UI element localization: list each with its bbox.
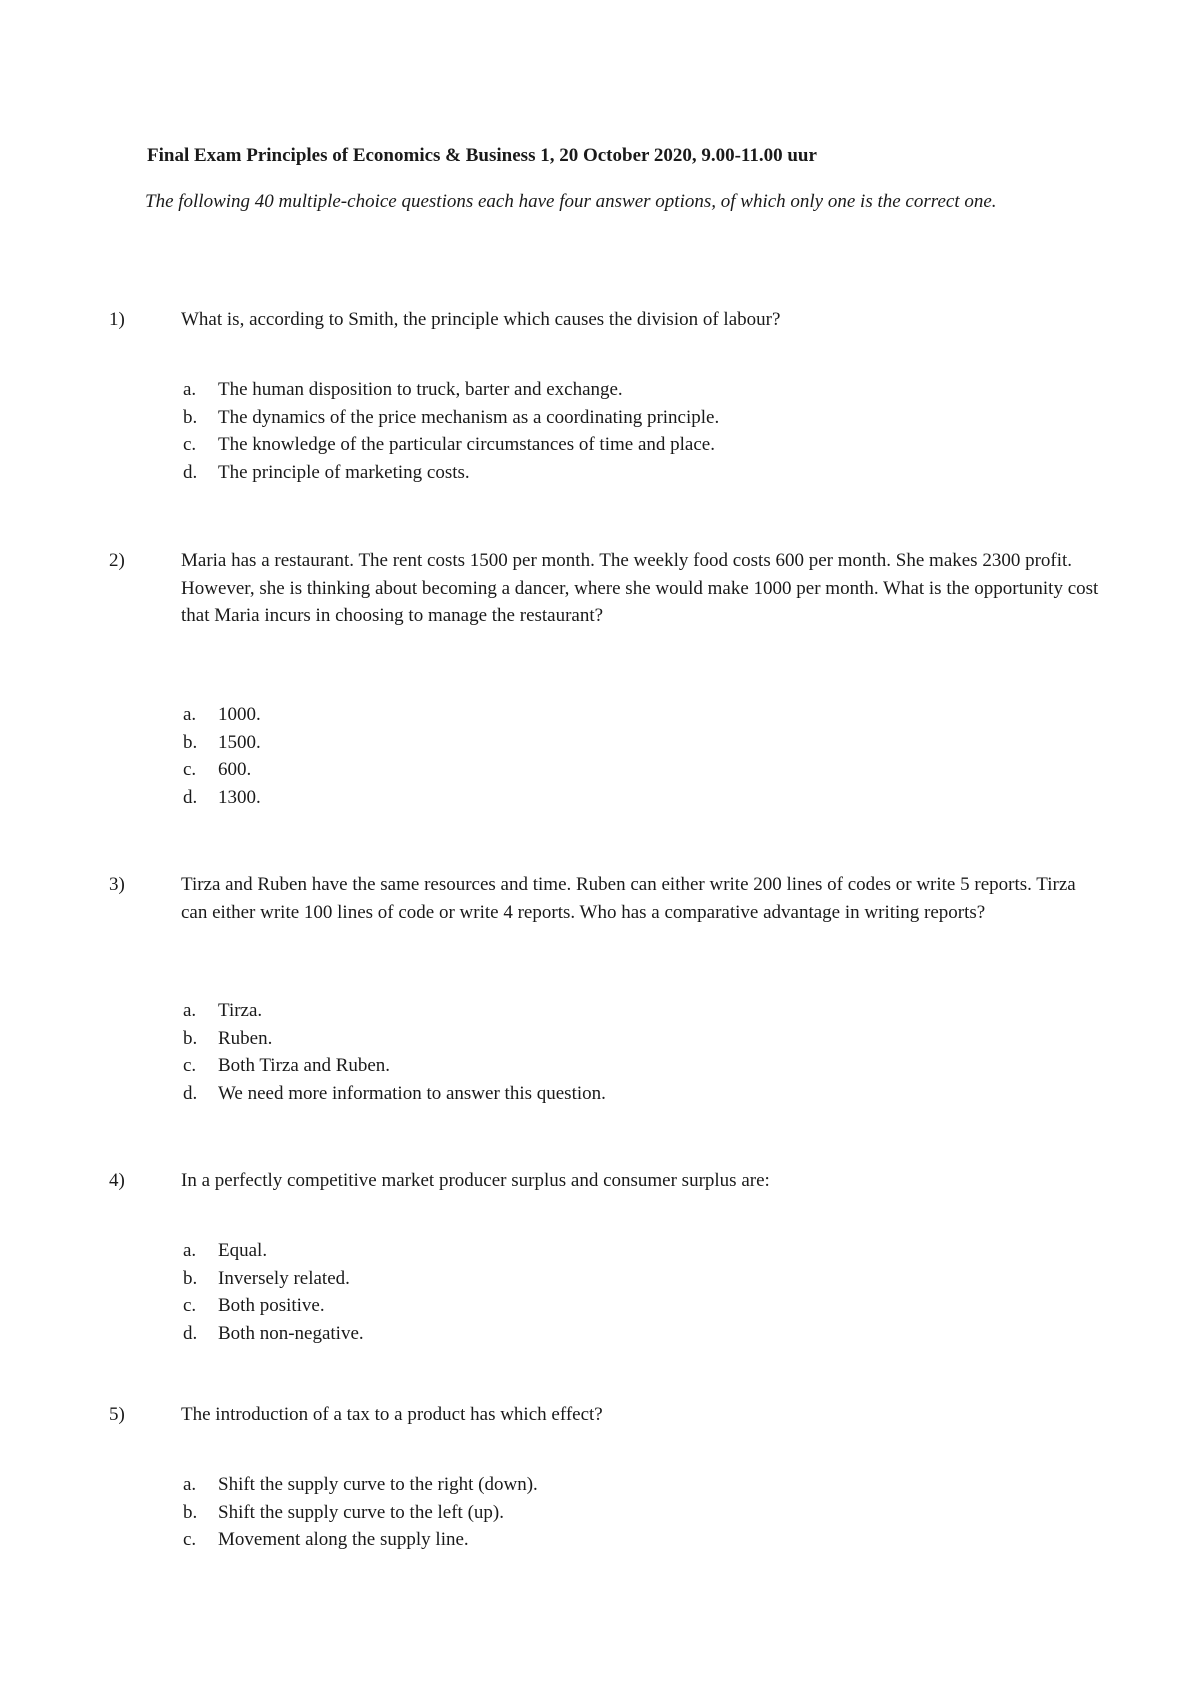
option-letter: a. — [183, 704, 197, 725]
option-text: The knowledge of the particular circumstances of time and place. — [218, 434, 715, 455]
option-letter: c. — [183, 759, 197, 780]
option-d — [183, 1320, 364, 1348]
option-text: Movement along the supply line. — [218, 1529, 469, 1550]
option-letter: b. — [183, 406, 198, 428]
option-text: 1000. — [218, 704, 261, 725]
option-b — [183, 729, 261, 757]
option-d — [183, 459, 719, 487]
option-text: Tirza. — [218, 1000, 263, 1021]
option-text: Both non-negative. — [218, 1322, 364, 1344]
option-c — [183, 1052, 606, 1080]
question-2-options — [183, 701, 261, 811]
question-text: Maria has a restaurant. The rent costs 1500 per month. The weekly food costs 600 per month. She makes 2300 profit. However, she is thinking about becoming a dancer, where she would make 1000 per month. What is the opportunity cost that Maria incurs in choosing to manage the restaurant? — [181, 550, 1099, 626]
question-2 — [109, 547, 1101, 630]
option-letter: d. — [183, 786, 198, 808]
option-a — [183, 1471, 538, 1499]
question-number: 5) — [109, 1404, 125, 1425]
question-number: 1) — [109, 309, 125, 330]
option-b — [183, 1025, 606, 1053]
question-5 — [109, 1401, 1101, 1429]
option-text: 1300. — [218, 786, 261, 808]
option-letter: c. — [183, 1055, 197, 1076]
question-text: Tirza and Ruben have the same resources and time. Ruben can either write 200 lines of codes or write 5 reports. Tirza can either write 100 lines of code or write 4 reports. Who has a comparative advantage in writing reports? — [181, 874, 1076, 923]
option-a — [183, 376, 719, 404]
option-text: We need more information to answer this question. — [218, 1082, 606, 1104]
question-number: 2) — [109, 550, 125, 571]
option-letter: c. — [183, 1295, 197, 1316]
question-text: In a perfectly competitive market producer surplus and consumer surplus are: — [181, 1170, 770, 1191]
option-letter: a. — [183, 1240, 197, 1261]
option-letter: d. — [183, 1082, 198, 1104]
question-text: What is, according to Smith, the principle which causes the division of labour? — [181, 309, 781, 330]
option-d — [183, 1080, 606, 1108]
exam-title: Final Exam Principles of Economics & Business 1, 20 October 2020, 9.00-11.00 uur — [147, 145, 817, 166]
option-letter: c. — [183, 1529, 197, 1550]
question-3-options — [183, 997, 606, 1107]
option-letter: b. — [183, 1027, 198, 1049]
option-letter: d. — [183, 1322, 198, 1344]
option-a — [183, 701, 261, 729]
option-letter: b. — [183, 1267, 198, 1289]
option-letter: a. — [183, 1000, 197, 1021]
option-text: 1500. — [218, 731, 261, 753]
question-5-options — [183, 1471, 538, 1554]
question-number: 4) — [109, 1170, 125, 1191]
option-letter: a. — [183, 379, 197, 400]
option-d — [183, 784, 261, 812]
option-text: The human disposition to truck, barter and exchange. — [218, 379, 623, 400]
option-b — [183, 1265, 364, 1293]
option-text: Both positive. — [218, 1295, 325, 1316]
option-c — [183, 431, 719, 459]
exam-instructions: The following 40 multiple-choice questions each have four answer options, of which only one is the correct one. — [145, 191, 997, 212]
option-letter: a. — [183, 1474, 197, 1495]
option-b — [183, 404, 719, 432]
question-3 — [109, 871, 1101, 926]
question-4 — [109, 1167, 1101, 1195]
option-letter: b. — [183, 731, 198, 753]
option-letter: d. — [183, 461, 198, 483]
option-text: Ruben. — [218, 1027, 273, 1049]
option-text: Inversely related. — [218, 1267, 350, 1289]
option-b — [183, 1499, 538, 1527]
option-text: Equal. — [218, 1240, 268, 1261]
option-text: Shift the supply curve to the right (down). — [218, 1474, 538, 1495]
option-c — [183, 1292, 364, 1320]
question-4-options — [183, 1237, 364, 1347]
option-letter: c. — [183, 434, 197, 455]
option-text: Both Tirza and Ruben. — [218, 1055, 391, 1076]
question-number: 3) — [109, 874, 125, 895]
option-text: 600. — [218, 759, 252, 780]
option-letter: b. — [183, 1501, 198, 1523]
option-a — [183, 1237, 364, 1265]
question-text: The introduction of a tax to a product has which effect? — [181, 1404, 603, 1425]
option-a — [183, 997, 606, 1025]
option-text: The principle of marketing costs. — [218, 461, 470, 483]
question-1 — [109, 306, 1101, 334]
option-c — [183, 756, 261, 784]
option-c — [183, 1526, 538, 1554]
question-1-options — [183, 376, 719, 486]
option-text: Shift the supply curve to the left (up). — [218, 1501, 504, 1523]
option-text: The dynamics of the price mechanism as a coordinating principle. — [218, 406, 720, 428]
